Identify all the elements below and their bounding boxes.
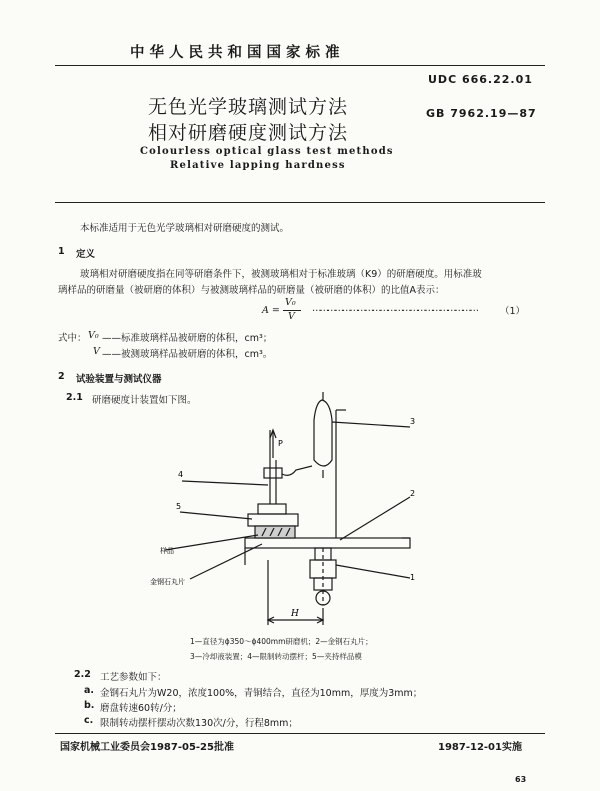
- item-a-text: 金钢石丸片为W20，浓度100%，青铜结合，直径为10mm，厚度为3mm；: [100, 688, 423, 699]
- implementation-date: 1987-12-01实施: [438, 742, 522, 753]
- label-4: 4: [178, 470, 184, 479]
- footer-rule: [55, 733, 545, 734]
- lapping-plate: [245, 538, 410, 548]
- formula-numerator: V₀: [285, 297, 296, 308]
- label-p: P: [278, 439, 283, 448]
- holder-die-upper: [248, 514, 298, 526]
- label-sample: 样品: [160, 547, 174, 555]
- item-b-text: 磨盘转速60转/分；: [100, 703, 182, 714]
- holder-cap: [258, 504, 286, 514]
- where-v0-symbol: V₀: [88, 330, 99, 341]
- sample-block: [255, 526, 295, 538]
- leader-3: [332, 422, 410, 427]
- leader-5: [180, 512, 252, 519]
- label-h: H: [291, 609, 299, 619]
- where-v-text: ——被测玻璃样品被研磨的体积，cm³。: [102, 349, 273, 360]
- section22-number: 2.2: [74, 669, 91, 680]
- formula-denominator: V: [288, 311, 295, 322]
- title-en-line2: Relative lapping hardness: [170, 160, 346, 171]
- section2-title: 试验装置与测试仪器: [76, 374, 162, 385]
- leader-1: [336, 565, 410, 578]
- udc-number: UDC 666.22.01: [428, 73, 533, 86]
- section21-text: 研磨硬度计装置如下图。: [92, 395, 197, 406]
- section22-text: 工艺参数如下：: [100, 672, 167, 683]
- label-2: 2: [410, 489, 416, 498]
- section1-text-line2: 璃样品的研磨量（被研磨的体积）与被测玻璃样品的研磨量（被研磨的体积）的比值A表示：: [58, 285, 445, 296]
- label-pellet: 金钢石丸片: [150, 578, 185, 586]
- leader-4: [182, 481, 268, 485]
- title-en-line1: Colourless optical glass test methods: [140, 146, 394, 157]
- item-b-label: b.: [84, 700, 95, 711]
- where-label: 式中：: [58, 333, 87, 344]
- item-c-label: c.: [84, 715, 94, 726]
- item-a-label: a.: [84, 685, 95, 696]
- section1-number: 1: [58, 246, 65, 257]
- section21-number: 2.1: [66, 392, 83, 403]
- formula-number: （1）: [500, 306, 526, 317]
- leader-2: [340, 497, 410, 540]
- formula-leader: …………………………………………………………: [312, 303, 477, 314]
- section1-text-line1: 玻璃相对研磨硬度指在同等研磨条件下，被测玻璃相对于标准玻璃（K9）的研磨硬度。用标准玻: [80, 269, 482, 280]
- label-5: 5: [176, 502, 182, 511]
- title-cn-line1: 无色光学玻璃测试方法: [148, 96, 349, 118]
- title-cn-line2: 相对研磨硬度测试方法: [148, 122, 349, 144]
- where-v0-text: ——标准玻璃样品被研磨的体积，cm³；: [102, 333, 273, 344]
- item-c-text: 限制转动摆杆摆动次数130次/分，行程8mm；: [100, 718, 298, 729]
- swing-lever: [282, 466, 312, 475]
- formula-lhs: A =: [262, 305, 280, 316]
- standard-header: 中华人民共和国国家标准: [130, 45, 345, 61]
- page-number: 63: [515, 775, 527, 784]
- leader-sample: [165, 535, 258, 550]
- coolant-tank: [314, 400, 332, 466]
- where-v-symbol: V: [93, 346, 100, 357]
- rod-clamp: [264, 468, 282, 478]
- figure-caption-line1: 1—直径为ϕ350～ϕ400mm研磨机；2—金钢石丸片；: [190, 637, 373, 646]
- leader-pellet: [190, 544, 262, 579]
- label-1: 1: [410, 573, 416, 582]
- label-3: 3: [410, 417, 416, 426]
- intro-text: 本标准适用于无色光学玻璃相对研磨硬度的测试。: [80, 223, 290, 234]
- section1-title: 定义: [76, 249, 96, 260]
- approval-date: 国家机械工业委员会1987-05-25批准: [60, 742, 234, 753]
- figure-caption-line2: 3—冷却液装置；4—限制转动摆杆；5—夹持样品模: [190, 652, 362, 661]
- gb-number: GB 7962.19—87: [426, 107, 537, 120]
- section2-number: 2: [58, 371, 65, 382]
